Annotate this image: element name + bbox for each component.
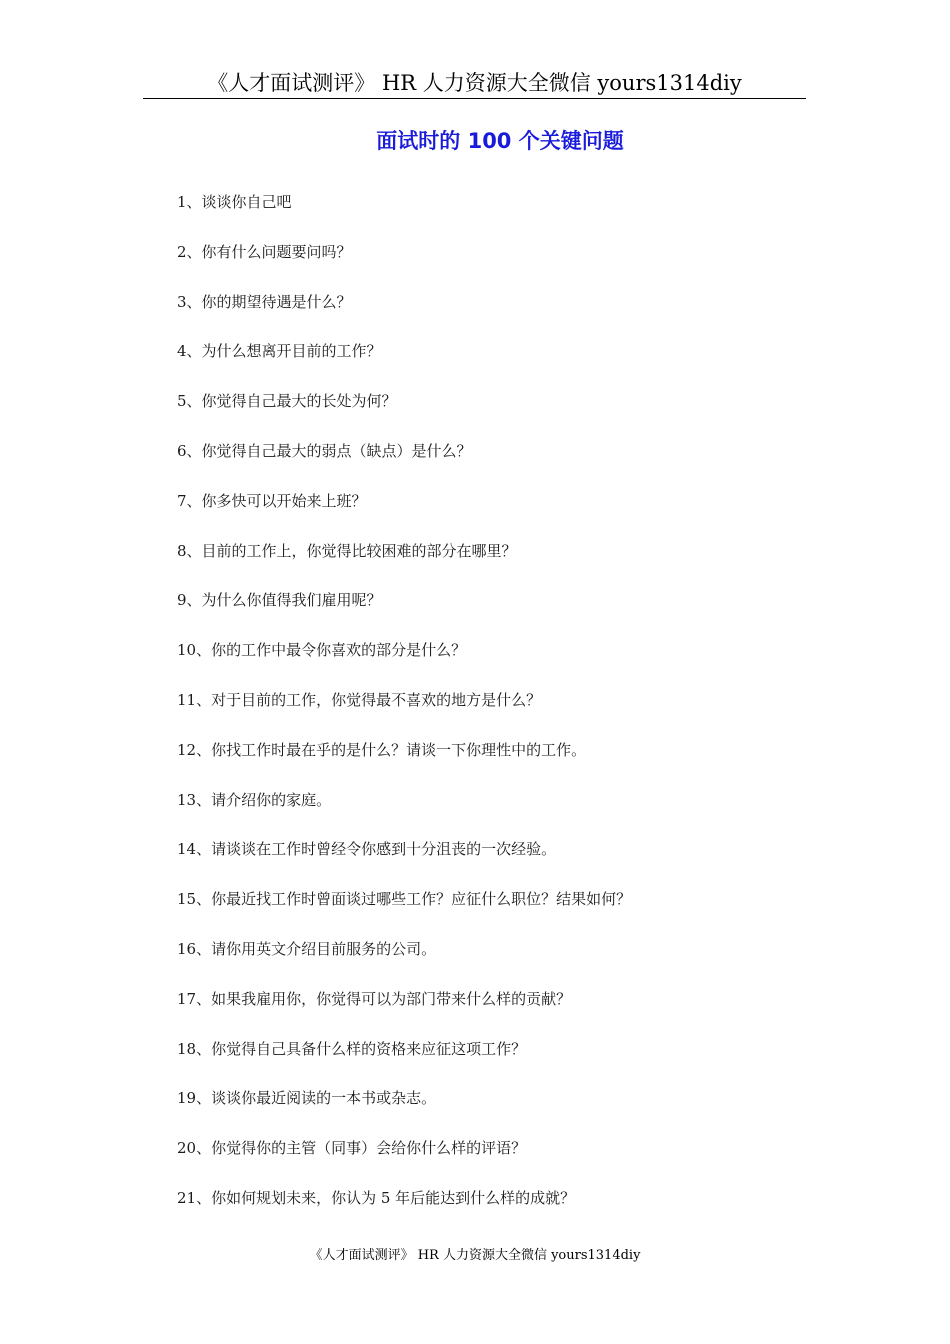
question-list — [177, 190, 631, 1236]
page-footer: 《人才面试测评》 HR 人力资源大全微信 yours1314diy — [309, 1248, 641, 1263]
question-item: 1、谈谈你自己吧 — [177, 193, 292, 211]
question-item: 7、你多快可以开始来上班？ — [177, 491, 367, 510]
question-item: 16、请你用英文介绍目前服务的公司。 — [177, 939, 437, 958]
question-item: 12、你找工作时最在乎的是什么？请谈一下你理性中的工作。 — [177, 740, 587, 759]
question-item: 10、你的工作中最令你喜欢的部分是什么？ — [177, 641, 467, 660]
question-item: 19、谈谈你最近阅读的一本书或杂志。 — [177, 1089, 437, 1108]
question-item: 8、目前的工作上，你觉得比较困难的部分在哪里？ — [177, 541, 517, 560]
document-title: 面试时的 100 个关键问题 — [376, 129, 624, 153]
question-item: 2、你有什么问题要问吗？ — [177, 242, 352, 261]
question-item: 13、请介绍你的家庭。 — [177, 790, 332, 809]
question-item: 17、如果我雇用你，你觉得可以为部门带来什么样的贡献？ — [177, 989, 572, 1008]
question-item: 21、你如何规划未来，你认为 5 年后能达到什么样的成就？ — [177, 1188, 576, 1207]
question-item: 3、你的期望待遇是什么？ — [177, 292, 352, 311]
question-item: 5、你觉得自己最大的长处为何？ — [177, 392, 397, 411]
question-item: 11、对于目前的工作，你觉得最不喜欢的地方是什么？ — [177, 690, 542, 709]
question-item: 18、你觉得自己具备什么样的资格来应征这项工作？ — [177, 1039, 527, 1058]
question-item: 6、你觉得自己最大的弱点（缺点）是什么？ — [177, 441, 472, 460]
question-item: 14、请谈谈在工作时曾经令你感到十分沮丧的一次经验。 — [177, 840, 557, 859]
question-item: 20、你觉得你的主管（同事）会给你什么样的评语？ — [177, 1139, 527, 1158]
question-item: 15、你最近找工作时曾面谈过哪些工作？应征什么职位？结果如何？ — [177, 890, 632, 909]
page-header: 《人才面试测评》 HR 人力资源大全微信 yours1314diy — [143, 68, 806, 99]
question-item: 9、为什么你值得我们雇用呢？ — [177, 591, 382, 610]
question-item: 4、为什么想离开目前的工作？ — [177, 342, 382, 361]
